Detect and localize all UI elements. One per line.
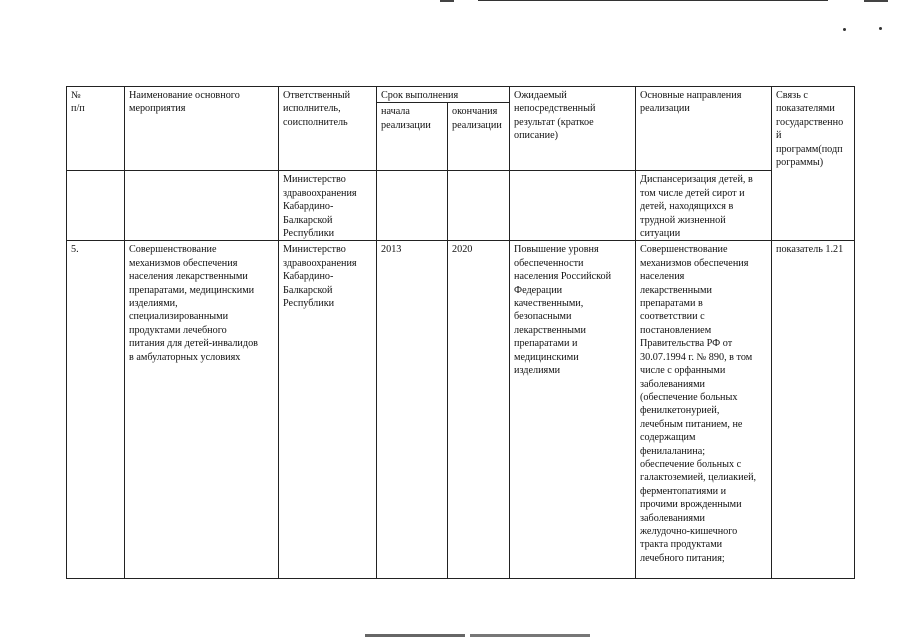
row-link: показатель 1.21 — [772, 241, 855, 579]
row-result: Повышение уровня обеспеченности населения Российской Федерации качественными, безопасными лекарственными препаратами и медицинскими изделиями — [510, 241, 636, 579]
scan-mark — [864, 0, 888, 2]
scan-speck — [879, 27, 882, 30]
row-num: 5. — [67, 241, 125, 579]
header-link: Связь с показателями государственно й программ(подп рограммы) — [772, 87, 855, 241]
table-cell — [377, 171, 448, 241]
table-cell — [510, 171, 636, 241]
cont-directions: Диспансеризация детей, в том числе детей сирот и детей, находящихся в трудной жизненной ситуации — [636, 171, 772, 241]
table-row — [67, 241, 855, 579]
scan-mark — [470, 634, 590, 637]
table-cell — [125, 171, 279, 241]
row-name: Совершенствование механизмов обеспечения населения лекарственными препаратами, медицинскими изделиями, специализированными продуктами лечебного питания для детей-инвалидов в амбулаторных условиях — [125, 241, 279, 579]
header-executor: Ответственный исполнитель, соисполнитель — [279, 87, 377, 171]
scan-speck — [843, 28, 846, 31]
header-result: Ожидаемый непосредственный результат (краткое описание) — [510, 87, 636, 171]
scan-mark — [440, 0, 454, 2]
scan-mark — [365, 634, 465, 637]
cont-executor: Министерство здравоохранения Кабардино- Балкарской Республики — [279, 171, 377, 241]
header-term: Срок выполнения — [377, 87, 510, 103]
row-start: 2013 — [377, 241, 448, 579]
table-cell — [448, 171, 510, 241]
table-row — [67, 171, 855, 241]
header-directions: Основные направления реализации — [636, 87, 772, 171]
table-cell — [67, 171, 125, 241]
row-executor: Министерство здравоохранения Кабардино- Балкарской Республики — [279, 241, 377, 579]
program-activities-table — [66, 86, 855, 579]
row-end: 2020 — [448, 241, 510, 579]
header-rule — [478, 0, 828, 1]
header-num: № п/п — [67, 87, 125, 171]
table-header-row — [67, 87, 855, 103]
header-end: окончания реализации — [448, 103, 510, 171]
row-directions: Совершенствование механизмов обеспечения населения лекарственными препаратами в соответствии с постановлением Правительства РФ от 30.07.1994 г. № 890, в том числе с орфанными заболеваниями (обеспечение больных фенилкетонурией, лечебным питанием, не содержащим фенилаланина; обеспечение больных с галактоземией, целиакией, ферментопатиями и прочими врожденными заболеваниями желудочно-кишечного тракта продуктами лечебного питания; — [636, 241, 772, 579]
header-name: Наименование основного мероприятия — [125, 87, 279, 171]
header-start: начала реализации — [377, 103, 448, 171]
